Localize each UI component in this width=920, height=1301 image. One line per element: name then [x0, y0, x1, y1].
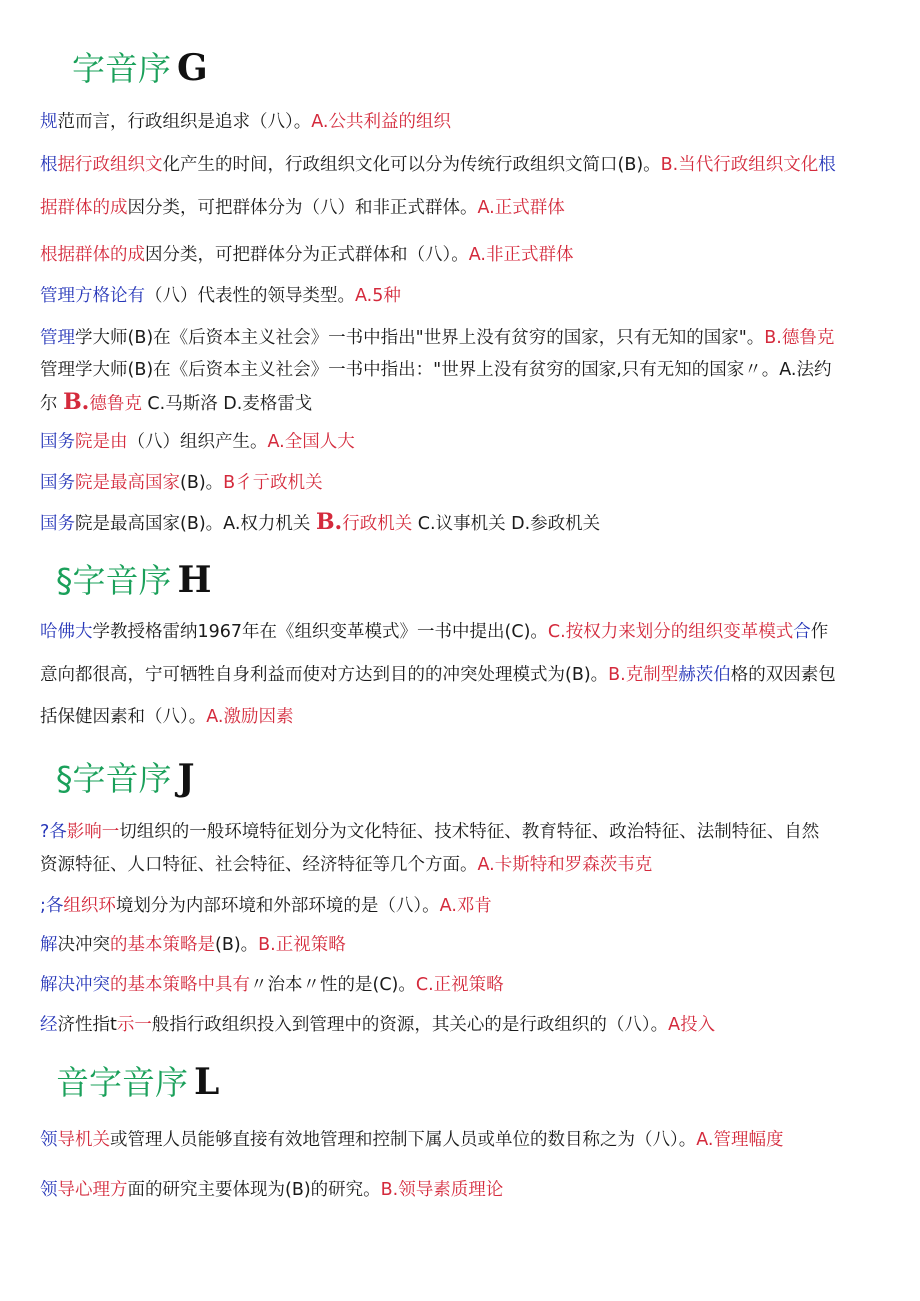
- segment: 化产生的时间，行政组织文化可以分为传统行政组织文简口(B)。: [162, 155, 661, 175]
- segment: 国务: [40, 514, 75, 534]
- segment: 尔: [40, 394, 64, 414]
- text-line: [40, 390, 312, 416]
- answer-text: A.卡斯特和罗森茨韦克: [477, 855, 653, 875]
- answer-text: B.领导素质理论: [380, 1180, 504, 1200]
- text-line: [40, 1013, 715, 1037]
- segment: 的基本策略中具有: [110, 975, 250, 995]
- text-line: [40, 510, 600, 536]
- segment: 据群体的成: [40, 198, 128, 218]
- segment: 意向都很高，宁可牺牲自身利益而使对方达到目的的冲突处理模式为(B)。: [40, 665, 609, 685]
- segment: 导机关: [57, 1130, 110, 1150]
- heading-text: 音字音序: [56, 1063, 188, 1102]
- segment: 导心理方: [57, 1180, 128, 1200]
- answer-text: A投入: [668, 1015, 716, 1035]
- segment: 院是最高国家: [75, 473, 180, 493]
- segment: 管理: [40, 328, 75, 348]
- answer-text: A.管理幅度: [696, 1130, 784, 1150]
- answer-text: A.激励因素: [206, 707, 294, 727]
- segment: 示一: [116, 1015, 152, 1035]
- heading-text: 字音序: [72, 49, 171, 88]
- segment: 解决冲突: [40, 975, 110, 995]
- answer-text: B.正视策略: [258, 935, 346, 955]
- segment: 院是由: [75, 432, 128, 452]
- segment: 的基本策略是: [110, 935, 215, 955]
- text-line: [40, 326, 834, 350]
- text-line: [40, 243, 573, 267]
- segment: 切组织的一般环境特征划分为文化特征、技术特征、教育特征、政治特征、法制特征、自然: [119, 822, 820, 842]
- text-line: [40, 933, 346, 957]
- heading-letter: J: [177, 757, 195, 799]
- text-line: [40, 358, 832, 382]
- text-line: [40, 620, 828, 644]
- segment: 境划分为内部环境和外部环境的是（八）。: [115, 896, 440, 916]
- segment: 影响一: [66, 822, 120, 842]
- segment: ;各: [40, 896, 64, 916]
- segment: 管理方格论有: [40, 286, 145, 306]
- section-heading-h: [56, 560, 212, 601]
- section-heading-g: [72, 48, 208, 89]
- text-line: [40, 663, 836, 687]
- answer-letter: B.: [63, 389, 90, 415]
- text-line: [40, 471, 323, 495]
- answer-text: B.德鲁克: [764, 328, 835, 348]
- segment: 哈佛大: [40, 622, 93, 642]
- answer-text: 德鲁克: [89, 394, 142, 414]
- answer-text: A.全国人大: [267, 432, 355, 452]
- segment: 根: [40, 155, 58, 175]
- segment: 国务: [40, 473, 75, 493]
- segment: （八）组织产生。: [127, 432, 268, 452]
- segment: 解: [40, 935, 58, 955]
- heading-text: §字音序: [56, 561, 172, 600]
- segment: 因分类，可把群体分为正式群体和（八）。: [145, 245, 469, 265]
- segment: 领: [40, 1180, 58, 1200]
- segment: 因分类，可把群体分为（八）和非正式群体。: [127, 198, 478, 218]
- segment: (B)。: [180, 473, 224, 493]
- text-line: [40, 110, 451, 134]
- segment: C.马斯洛 D.麦格雷戈: [141, 394, 313, 414]
- segment: 根: [818, 155, 836, 175]
- segment: （八）代表性的领导类型。: [145, 286, 355, 306]
- text-line: [40, 820, 819, 844]
- segment: C.议事机关 D.参政机关: [412, 514, 601, 534]
- heading-letter: H: [177, 559, 212, 601]
- answer-text: A.非正式群体: [468, 245, 574, 265]
- text-line: [40, 430, 355, 454]
- answer-text: A.邓肯: [439, 896, 492, 916]
- segment: ?各: [40, 822, 67, 842]
- segment: 管理学大师(B)在《后资本主义社会》一书中指出："世界上没有贫穷的国家,只有无知的国家〃。A.法约: [40, 360, 832, 380]
- segment: 学教授格雷纳1967年在《组织变革模式》一书中提出(C)。: [92, 622, 548, 642]
- answer-text: C.按权力来划分的组织变革模式: [547, 622, 794, 642]
- segment: 括保健因素和（八）。: [40, 707, 207, 727]
- segment: 领: [40, 1130, 58, 1150]
- text-line: [40, 973, 504, 997]
- section-heading-l: [56, 1062, 219, 1103]
- heading-letter: G: [177, 47, 208, 89]
- answer-text: B彳亍政机关: [223, 473, 323, 493]
- segment: 据行政组织文: [57, 155, 163, 175]
- segment: 规: [40, 112, 58, 132]
- segment: 组织环: [63, 896, 116, 916]
- text-line: [40, 196, 565, 220]
- text-line: [40, 853, 652, 877]
- answer-text: B.当代行政组织文化: [660, 155, 819, 175]
- answer-letter: B.: [315, 509, 343, 535]
- segment: 〃治本〃性的是(C)。: [250, 975, 416, 995]
- segment: 济性指t: [57, 1015, 117, 1035]
- text-line: [40, 153, 836, 177]
- text-line: [40, 705, 293, 729]
- answer-text: B.克制型: [608, 665, 679, 685]
- segment: 院是最高国家(B)。A.权力机关: [75, 514, 316, 534]
- answer-text: A.正式群体: [477, 198, 565, 218]
- segment: 经: [40, 1015, 58, 1035]
- answer-text: 行政机关: [342, 514, 413, 534]
- segment: 面的研究主要体现为(B)的研究。: [127, 1180, 381, 1200]
- answer-text: A.5种: [355, 286, 401, 306]
- segment: 根据群体的成: [40, 245, 145, 265]
- segment: 赫茨伯: [678, 665, 731, 685]
- segment: 般指行政组织投入到管理中的资源，其关心的是行政组织的（八）。: [151, 1015, 669, 1035]
- segment: 合: [793, 622, 811, 642]
- segment: 格的双因素包: [730, 665, 836, 685]
- text-line: [40, 894, 492, 918]
- segment: 资源特征、人口特征、社会特征、经济特征等几个方面。: [40, 855, 478, 875]
- segment: (B)。: [215, 935, 259, 955]
- text-line: [40, 284, 401, 308]
- heading-letter: L: [194, 1061, 220, 1103]
- segment: 作: [810, 622, 829, 642]
- segment: 或管理人员能够直接有效地管理和控制下属人员或单位的数目称之为（八）。: [110, 1130, 697, 1150]
- answer-text: C.正视策略: [415, 975, 504, 995]
- segment: 学大师(B)在《后资本主义社会》一书中指出"世界上没有贫穷的国家，只有无知的国家"。: [75, 328, 765, 348]
- segment: 范而言，行政组织是追求（八）。: [57, 112, 312, 132]
- segment: 国务: [40, 432, 75, 452]
- text-line: [40, 1178, 503, 1202]
- segment: 决冲突: [57, 935, 110, 955]
- answer-text: A.公共利益的组织: [311, 112, 451, 132]
- section-heading-j: [56, 758, 195, 799]
- heading-text: §字音序: [56, 759, 172, 798]
- text-line: [40, 1128, 783, 1152]
